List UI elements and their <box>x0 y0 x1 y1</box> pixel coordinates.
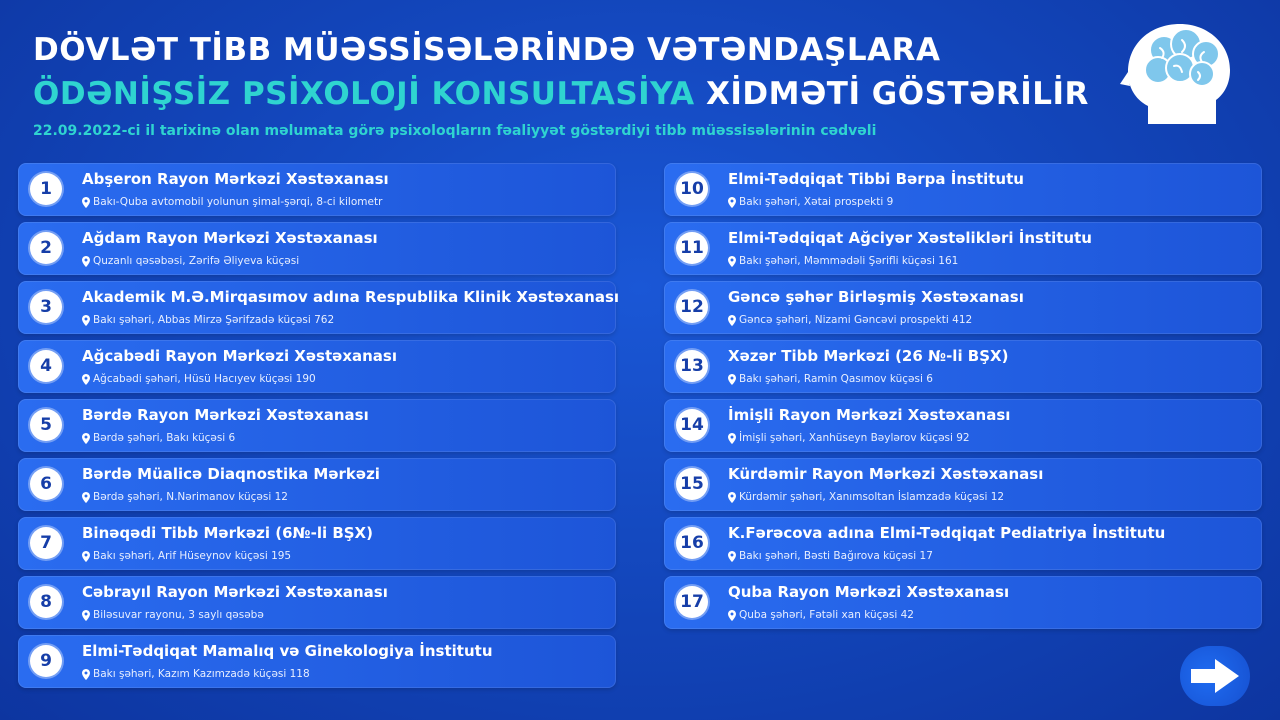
location-pin-icon <box>82 433 90 444</box>
institution-name: Elmi-Tədqiqat Mamalıq və Ginekologiya İnstitutu <box>82 642 493 660</box>
institution-name: Abşeron Rayon Mərkəzi Xəstəxanası <box>82 170 389 188</box>
address-text: Bərdə şəhəri, N.Nərimanov küçəsi 12 <box>93 491 288 503</box>
institution-card <box>18 635 616 688</box>
item-number: 10 <box>676 173 708 205</box>
institution-address <box>82 550 291 562</box>
institution-card <box>664 281 1262 334</box>
institution-name: Elmi-Tədqiqat Ağciyər Xəstəlikləri İnstitutu <box>728 229 1092 247</box>
institution-address <box>82 255 299 267</box>
location-pin-icon <box>82 374 90 385</box>
location-pin-icon <box>82 551 90 562</box>
item-number: 14 <box>676 409 708 441</box>
location-pin-icon <box>82 669 90 680</box>
institution-address <box>728 609 914 621</box>
item-number: 15 <box>676 468 708 500</box>
subtitle: 22.09.2022-ci il tarixinə olan məlumata görə psixoloqların fəaliyyət göstərdiyi tibb müəssisələrinin cədvəli <box>33 123 877 139</box>
item-number: 2 <box>30 232 62 264</box>
address-text: Gəncə şəhəri, Nizami Gəncəvi prospekti 412 <box>739 314 973 326</box>
address-text: Bakı şəhəri, Bəsti Bağırova küçəsi 17 <box>739 550 933 562</box>
institution-card <box>18 281 620 334</box>
address-text: Biləsuvar rayonu, 3 saylı qəsəbə <box>93 609 264 621</box>
institution-name: Ağcabədi Rayon Mərkəzi Xəstəxanası <box>82 347 397 365</box>
item-number: 11 <box>676 232 708 264</box>
title-rest: XİDMƏTİ GÖSTƏRİLİR <box>694 76 1089 112</box>
item-number: 16 <box>676 527 708 559</box>
address-text: Quzanlı qəsəbəsi, Zərifə Əliyeva küçəsi <box>93 255 300 267</box>
institution-address <box>82 314 334 326</box>
institution-card <box>18 340 616 393</box>
address-text: Bakı şəhəri, Abbas Mirzə Şərifzadə küçəsi 762 <box>93 314 335 326</box>
institution-name: Bərdə Rayon Mərkəzi Xəstəxanası <box>82 406 369 424</box>
institution-card <box>18 517 616 570</box>
address-text: Bakı şəhəri, Xətai prospekti 9 <box>739 196 894 208</box>
location-pin-icon <box>728 197 736 208</box>
address-text: Bərdə şəhəri, Bakı küçəsi 6 <box>93 432 236 444</box>
location-pin-icon <box>728 433 736 444</box>
institution-address <box>82 609 264 621</box>
institution-card <box>18 222 616 275</box>
item-number: 17 <box>676 586 708 618</box>
institution-address <box>728 196 893 208</box>
institution-name: Cəbrayıl Rayon Mərkəzi Xəstəxanası <box>82 583 388 601</box>
location-pin-icon <box>82 315 90 326</box>
item-number: 12 <box>676 291 708 323</box>
institution-address <box>728 432 970 444</box>
institution-address <box>728 491 1004 503</box>
institution-address <box>728 550 933 562</box>
item-number: 8 <box>30 586 62 618</box>
location-pin-icon <box>82 197 90 208</box>
address-text: Bakı şəhəri, Ramin Qasımov küçəsi 6 <box>739 373 933 385</box>
institution-card <box>18 576 616 629</box>
item-number: 5 <box>30 409 62 441</box>
location-pin-icon <box>728 610 736 621</box>
item-number: 4 <box>30 350 62 382</box>
address-text: Kürdəmir şəhəri, Xanımsoltan İslamzadə küçəsi 12 <box>739 491 1005 503</box>
institution-name: Ağdam Rayon Mərkəzi Xəstəxanası <box>82 229 378 247</box>
institution-name: Gəncə şəhər Birləşmiş Xəstəxanası <box>728 288 1024 306</box>
address-text: İmişli şəhəri, Xanhüseyn Bəylərov küçəsi 92 <box>739 432 970 444</box>
location-pin-icon <box>728 374 736 385</box>
address-text: Bakı şəhəri, Məmmədəli Şərifli küçəsi 161 <box>739 255 959 267</box>
institution-card <box>18 399 616 452</box>
item-number: 7 <box>30 527 62 559</box>
institution-address <box>82 196 382 208</box>
institution-card <box>664 399 1262 452</box>
institution-address <box>82 373 316 385</box>
head-brain-icon <box>1118 14 1238 134</box>
institution-card <box>664 340 1262 393</box>
title-accent: ÖDƏNİŞSİZ PSİXOLOJİ KONSULTASİYA <box>33 76 695 112</box>
arrow-right-icon <box>1189 657 1241 695</box>
institution-card <box>18 458 616 511</box>
address-text: Ağcabədi şəhəri, Hüsü Hacıyev küçəsi 190 <box>93 373 316 385</box>
institution-name: Elmi-Tədqiqat Tibbi Bərpa İnstitutu <box>728 170 1024 188</box>
institution-card <box>664 163 1262 216</box>
institution-address <box>82 491 288 503</box>
institution-name: İmişli Rayon Mərkəzi Xəstəxanası <box>728 406 1011 424</box>
location-pin-icon <box>82 256 90 267</box>
next-arrow-button[interactable] <box>1180 646 1250 706</box>
institution-name: K.Fərəcova adına Elmi-Tədqiqat Pediatriya İnstitutu <box>728 524 1166 542</box>
item-number: 1 <box>30 173 62 205</box>
institution-address <box>728 255 958 267</box>
address-text: Bakı şəhəri, Arif Hüseynov küçəsi 195 <box>93 550 292 562</box>
item-number: 9 <box>30 645 62 677</box>
institution-card <box>664 458 1262 511</box>
item-number: 6 <box>30 468 62 500</box>
institution-address <box>728 314 972 326</box>
title-line-1: DÖVLƏT TİBB MÜƏSSİSƏLƏRİNDƏ VƏTƏNDAŞLARA <box>33 32 941 68</box>
left-column <box>18 163 620 694</box>
location-pin-icon <box>728 256 736 267</box>
address-text: Bakı-Quba avtomobil yolunun şimal-şərqi, 8-ci kilometr <box>93 196 383 208</box>
institution-name: Xəzər Tibb Mərkəzi (26 №-li BŞX) <box>728 347 1009 365</box>
right-column <box>664 163 1262 635</box>
institution-name: Akademik M.Ə.Mirqasımov adına Respublika Klinik Xəstəxanası <box>82 288 620 306</box>
institution-address <box>82 668 310 680</box>
location-pin-icon <box>728 492 736 503</box>
institution-name: Quba Rayon Mərkəzi Xəstəxanası <box>728 583 1010 601</box>
institution-card <box>664 222 1262 275</box>
address-text: Quba şəhəri, Fətəli xan küçəsi 42 <box>739 609 914 621</box>
institution-card <box>664 576 1262 629</box>
address-text: Bakı şəhəri, Kazım Kazımzadə küçəsi 118 <box>93 668 310 680</box>
institution-address <box>728 373 933 385</box>
institution-name: Binəqədi Tibb Mərkəzi (6№-li BŞX) <box>82 524 373 542</box>
title-line-2 <box>33 76 1089 112</box>
item-number: 13 <box>676 350 708 382</box>
location-pin-icon <box>728 551 736 562</box>
location-pin-icon <box>82 492 90 503</box>
item-number: 3 <box>30 291 62 323</box>
institution-name: Kürdəmir Rayon Mərkəzi Xəstəxanası <box>728 465 1044 483</box>
location-pin-icon <box>82 610 90 621</box>
institution-card <box>664 517 1262 570</box>
institution-card <box>18 163 616 216</box>
location-pin-icon <box>728 315 736 326</box>
institution-address <box>82 432 235 444</box>
institution-name: Bərdə Müalicə Diaqnostika Mərkəzi <box>82 465 380 483</box>
